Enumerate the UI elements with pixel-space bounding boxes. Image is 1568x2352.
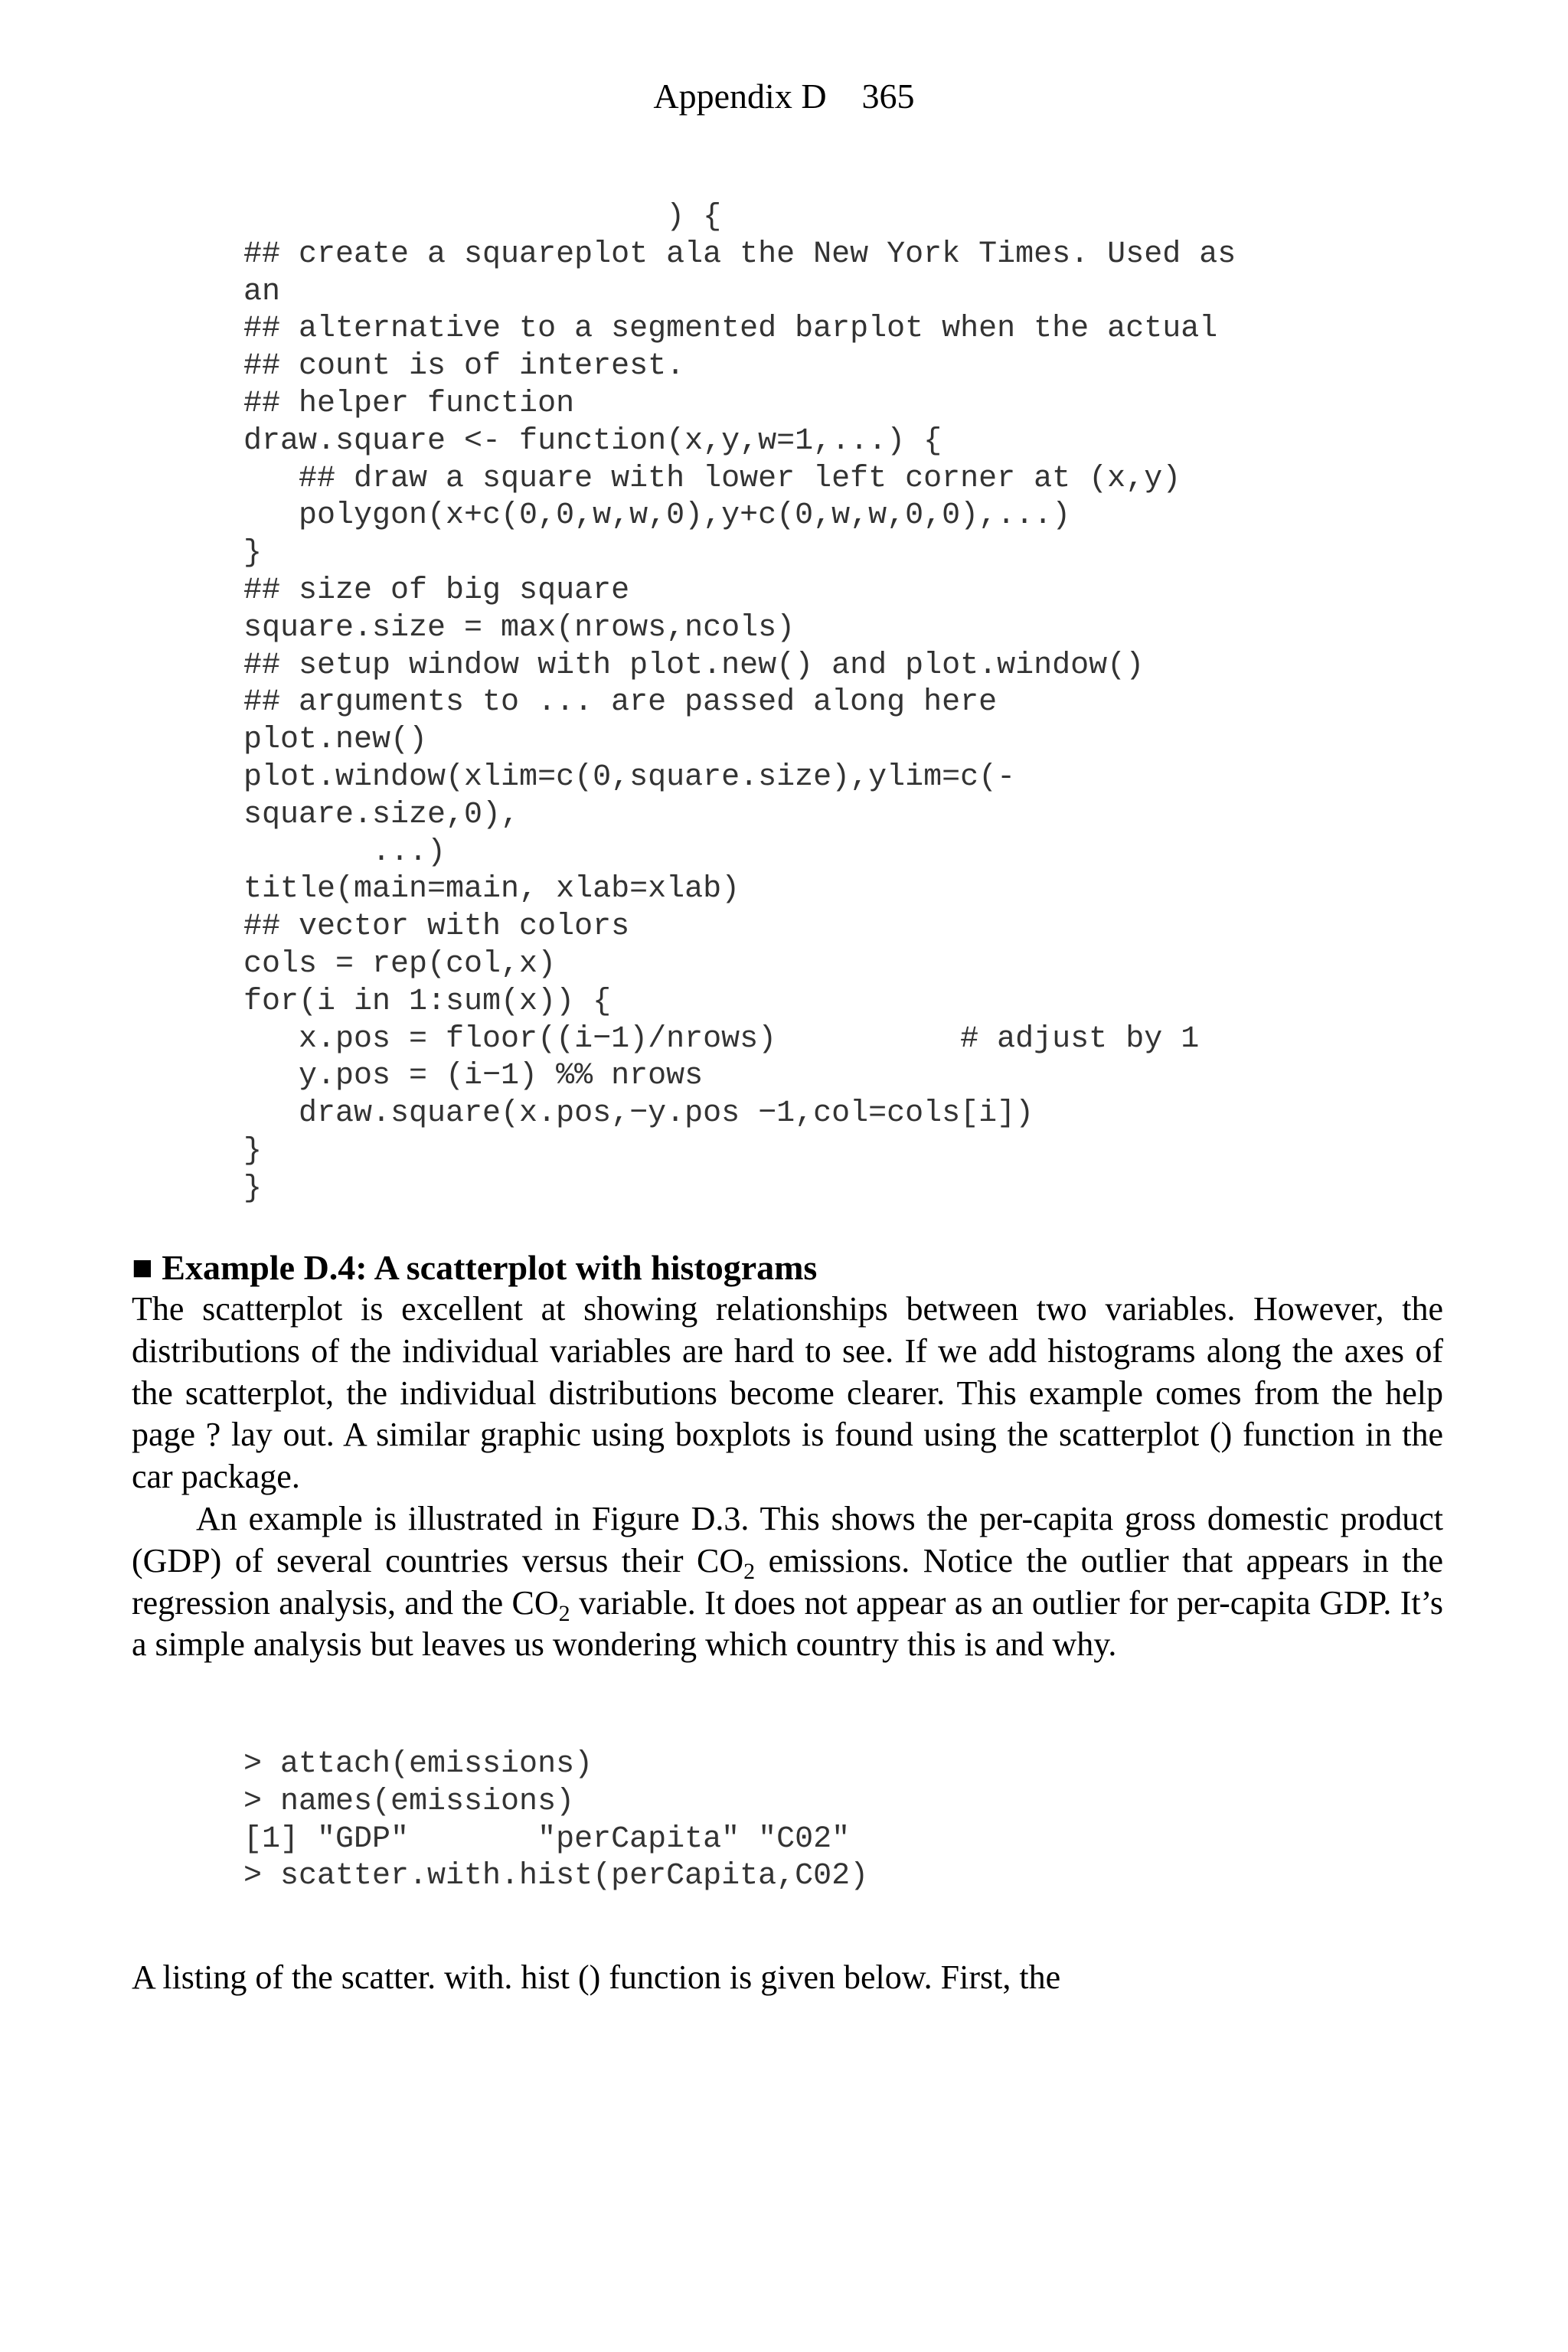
code-line: > names(emissions): [243, 1784, 575, 1819]
code-block-squareplot: [243, 199, 1236, 1208]
code-line: plot.window(xlim=c(0,square.size),ylim=c(-: [243, 760, 1016, 795]
code-block-emissions: [243, 1746, 868, 1896]
code-line: for(i in 1:sum(x)) {: [243, 984, 612, 1019]
paragraph-text: emissions. Notice the outlier that appears in the regression analysis, and the CO: [132, 1541, 1443, 1622]
code-line: ## arguments to ... are passed along here: [243, 685, 998, 720]
code-line: draw.square <- function(x,y,w=1,...) {: [243, 423, 942, 459]
code-line: > scatter.with.hist(perCapita,C02): [243, 1859, 869, 1894]
code-line: ## setup window with plot.new() and plot.window(): [243, 648, 1145, 683]
paragraph-text: An example is illustrated in Figure D.3. This shows the per-capita gross domestic product (GDP) of several countries versus their CO: [132, 1500, 1443, 1579]
code-line: }: [243, 1133, 263, 1168]
paragraph-text: variable. It does not appear as an outlier for per-capita GDP. It’s a simple analysis but leaves us wondering which country this is and why.: [132, 1583, 1443, 1664]
code-line: square.size,0),: [243, 797, 520, 832]
code-line: }: [243, 1171, 263, 1206]
code-line: title(main=main, xlab=xlab): [243, 872, 740, 907]
code-line: ## create a squareplot ala the New York Times. Used as: [243, 237, 1236, 272]
code-line: x.pos = floor((i−1)/nrows) # adjust by 1: [243, 1021, 1200, 1057]
code-line: ## size of big square: [243, 573, 630, 608]
body-paragraph-emissions: [132, 1498, 1443, 1666]
code-line: draw.square(x.pos,−y.pos −1,col=cols[i]): [243, 1096, 1034, 1132]
subscript: 2: [558, 1600, 570, 1626]
code-line: > attach(emissions): [243, 1747, 593, 1782]
code-line: plot.new(): [243, 723, 428, 758]
section-heading: ■ Example D.4: A scatterplot with histograms: [132, 1248, 818, 1287]
code-line: ...): [243, 835, 446, 870]
running-header: Appendix D 365: [653, 77, 915, 116]
code-line: [1] "GDP" "perCapita" "C02": [243, 1821, 851, 1857]
code-line: ) {: [243, 200, 722, 234]
subscript: 2: [743, 1558, 756, 1584]
code-line: ## helper function: [243, 386, 575, 421]
code-line: cols = rep(col,x): [243, 946, 557, 982]
code-line: y.pos = (i−1) %% nrows: [243, 1059, 704, 1094]
code-line: ## draw a square with lower left corner at (x,y): [243, 461, 1181, 496]
code-line: an: [243, 274, 281, 309]
code-line: square.size = max(nrows,ncols): [243, 610, 795, 645]
code-line: ## vector with colors: [243, 910, 630, 945]
body-paragraph: The scatterplot is excellent at showing relationships between two variables. However, the distributions of the individual variables are hard to see. If we add histograms along the axes of the scatterplot, the individual distributions become clearer. This example comes from the help page ? lay out. A similar graphic using boxplots is found using the scatterplot () function in the car package.: [132, 1290, 1443, 1496]
code-line: polygon(x+c(0,0,w,w,0),y+c(0,w,w,0,0),...): [243, 498, 1071, 534]
code-line: }: [243, 536, 263, 571]
body-paragraph-listing: A listing of the scatter. with. hist () function is given below. First, the: [132, 1958, 1061, 1996]
code-line: ## count is of interest.: [243, 349, 685, 384]
code-line: ## alternative to a segmented barplot when the actual: [243, 312, 1218, 347]
